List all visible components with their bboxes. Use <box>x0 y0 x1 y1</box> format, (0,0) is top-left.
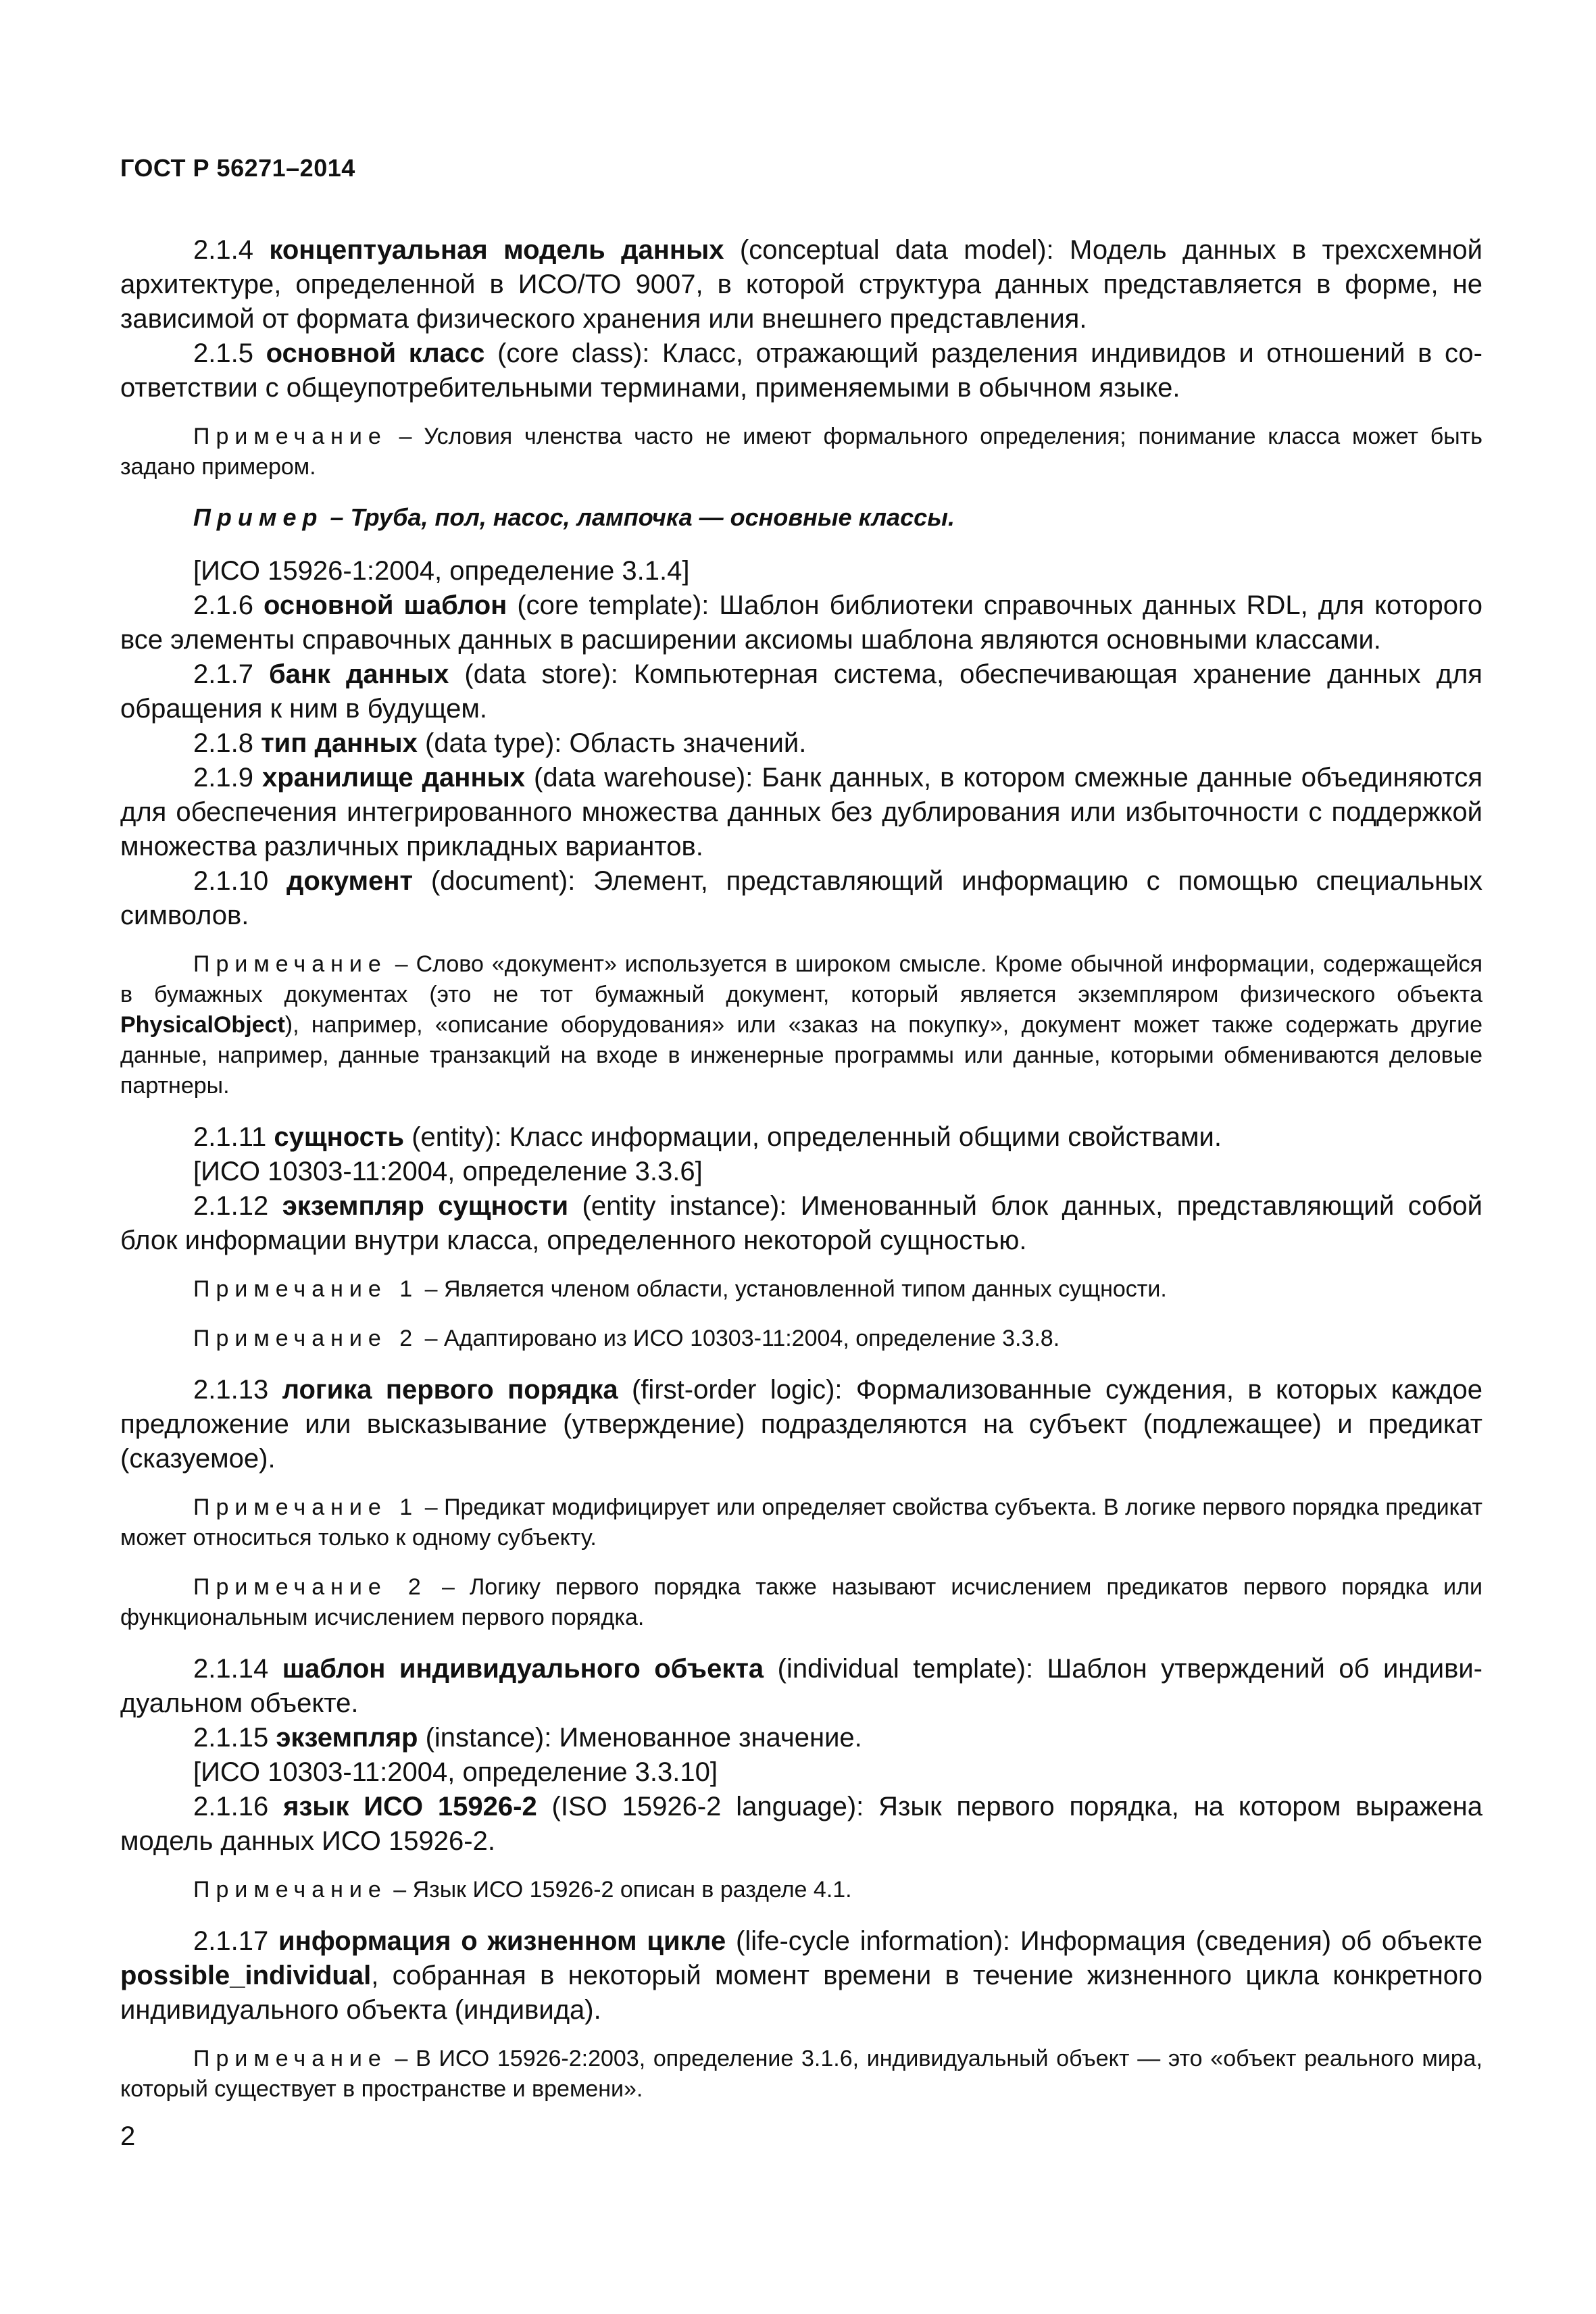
example-text: – Труба, пол, насос, лампочка — основные классы. <box>330 503 955 531</box>
page-number: 2 <box>120 2121 136 2151</box>
document-header: ГОСТ Р 56271–2014 <box>120 154 355 182</box>
entry-2-1-17 <box>120 1924 1482 2028</box>
entry-definition: , собранная в некоторый момент времени в течение жизненного цикла конкретного индивидуального объекта (индивида). <box>120 1961 1482 2025</box>
entry-2-1-15 <box>120 1721 1482 1755</box>
example <box>120 501 1482 534</box>
note <box>120 422 1482 482</box>
entry-definition: (core template): Шаблон библиотеки справочных данных RDL, для которого все элементы справочных данных в расширении аксиомы шаблона являются основными классами. <box>120 590 1482 655</box>
example-label: Пример <box>193 503 324 531</box>
entry-2-1-9 <box>120 761 1482 864</box>
entry-2-1-10 <box>120 864 1482 933</box>
entry-number: 2.1.16 <box>193 1792 269 1821</box>
entry-2-1-4 <box>120 233 1482 336</box>
entry-term: тип данных <box>261 728 418 758</box>
note-text: – Язык ИСО 15926-2 описан в разделе 4.1. <box>393 1877 852 1903</box>
note-label: Примечание 1 <box>193 1276 419 1302</box>
entry-bold-term: possible_individual <box>120 1961 372 1990</box>
entry-term: логика первого порядка <box>282 1375 618 1405</box>
note-label: Примечание <box>193 1877 387 1903</box>
note-text: – Условия членства часто не имеют формального определения; понимание класса может быть задано примером. <box>120 424 1482 480</box>
entry-definition: (first-order logic): Формализованные суждения, в которых каждое предложение или высказывание (утверждение) подразделяются на субъект (подлежащее) и предикат (сказуемое). <box>120 1375 1483 1474</box>
note-2 <box>120 1324 1482 1354</box>
entry-definition: (instance): Именованное значение. <box>425 1723 862 1753</box>
entry-definition: (ISO 15926-2 language): Язык первого порядка, на котором выражена модель данных ИСО 15926-2. <box>120 1792 1482 1856</box>
note-label: Примечание 2 <box>193 1574 427 1600</box>
entry-term: концептуальная модель данных <box>269 235 724 265</box>
note-text: – Является членом области, установленной типом данных сущности. <box>424 1276 1167 1302</box>
note-label: Примечание <box>193 2046 387 2071</box>
entry-2-1-11 <box>120 1120 1482 1155</box>
entry-number: 2.1.15 <box>193 1723 269 1753</box>
entry-definition: (life-cycle information): Информация (сведения) об объекте <box>736 1926 1482 1956</box>
entry-number: 2.1.13 <box>193 1375 269 1405</box>
entry-number: 2.1.10 <box>193 866 269 896</box>
entry-2-1-14 <box>120 1652 1482 1721</box>
document-body <box>120 233 1482 2123</box>
note-label: Примечание <box>193 951 387 977</box>
note-1 <box>120 1492 1482 1553</box>
entry-2-1-13 <box>120 1373 1482 1476</box>
entry-number: 2.1.5 <box>193 338 253 368</box>
entry-definition: (data warehouse): Банк данных, в котором смежные данные объединяются для обеспечения интегрированного множества данных без дублирования или избыточности с поддержкой множества различных прикладных вариантов. <box>120 763 1482 861</box>
note-bold-term: PhysicalObject <box>120 1012 285 1038</box>
entry-term: основной шаблон <box>264 590 507 620</box>
entry-number: 2.1.11 <box>193 1122 267 1152</box>
entry-2-1-7 <box>120 657 1482 726</box>
entry-definition: (entity instance): Именованный блок данных, представляющий собой блок информации внутри класса, определенного некоторой сущностью. <box>120 1191 1482 1255</box>
note <box>120 2044 1482 2105</box>
source-reference: [ИСО 15926-1:2004, определение 3.1.4] <box>193 556 690 586</box>
entry-2-1-16 <box>120 1790 1482 1859</box>
entry-definition: (document): Элемент, представляющий информацию с помощью специальных символов. <box>120 866 1483 930</box>
entry-definition: (core class): Класс, отражающий разделения индивидов и отношений в соответствии с общеупотребительными терминами, применяемыми в обычном языке. <box>120 338 1482 403</box>
entry-term: язык ИСО 15926-2 <box>283 1792 537 1821</box>
note-text: – Слово «документ» используется в широком смысле. Кроме обычной информации, содержащейся в бумажных документах (это не тот бумажный документ, который является экземпляром физического объекта <box>120 951 1482 1007</box>
note-1 <box>120 1274 1482 1305</box>
note-text: – В ИСО 15926-2:2003, определение 3.1.6, индивидуальный объект — это «объект реального мира, который существует в пространстве и времени». <box>120 2046 1482 2102</box>
note-label: Примечание <box>193 424 387 449</box>
entry-2-1-6 <box>120 588 1482 657</box>
entry-definition: (data type): Область значений. <box>425 728 807 758</box>
note-2 <box>120 1572 1482 1633</box>
entry-definition: (entity): Класс информации, определенный общими свойствами. <box>412 1122 1222 1152</box>
entry-term: сущность <box>274 1122 405 1152</box>
entry-term: документ <box>286 866 414 896</box>
entry-term: экземпляр <box>276 1723 418 1753</box>
note-text: – Адаптировано из ИСО 10303-11:2004, определение 3.3.8. <box>424 1326 1060 1351</box>
entry-number: 2.1.17 <box>193 1926 269 1956</box>
entry-number: 2.1.7 <box>193 659 253 689</box>
entry-term: банк данных <box>268 659 449 689</box>
entry-term: информация о жизненном цикле <box>278 1926 726 1956</box>
entry-term: хранилище данных <box>261 763 526 793</box>
source-reference: [ИСО 10303-11:2004, определение 3.3.6] <box>193 1157 703 1186</box>
entry-term: шаблон индивидуального объекта <box>282 1654 764 1684</box>
entry-2-1-8 <box>120 726 1482 761</box>
entry-number: 2.1.6 <box>193 590 253 620</box>
note <box>120 1875 1482 1905</box>
note-text: ), например, «описание оборудования» или «заказ на покупку», документ может также содержать другие данные, например, данные транзакций на входе в инженерные программы или данные, которыми обмениваются деловые партнеры. <box>120 1012 1482 1099</box>
note-label: Примечание 2 <box>193 1326 419 1351</box>
entry-definition: (conceptual data model): Модель данных в трехсхемной архитектуре, определенной в ИСО/ТО 9007, в которой структура данных представляется в форме, не зависимой от формата физического хранения или внешнего представления. <box>120 235 1482 334</box>
entry-number: 2.1.12 <box>193 1191 269 1221</box>
entry-term: основной класс <box>266 338 485 368</box>
note-label: Примечание 1 <box>193 1494 419 1520</box>
entry-definition: (data store): Компьютерная система, обеспечивающая хранение данных для обращения к ним в будущем. <box>120 659 1482 724</box>
entry-2-1-12 <box>120 1189 1482 1258</box>
entry-number: 2.1.14 <box>193 1654 269 1684</box>
entry-number: 2.1.4 <box>193 235 253 265</box>
entry-2-1-5 <box>120 336 1482 405</box>
note-text: – Логику первого порядка также называют исчислением предикатов первого порядка или функциональным исчислением первого порядка. <box>120 1574 1482 1630</box>
entry-number: 2.1.9 <box>193 763 253 793</box>
entry-definition: (individual template): Шаблон утверждений об индивидуальном объекте. <box>120 1654 1482 1718</box>
entry-number: 2.1.8 <box>193 728 253 758</box>
note <box>120 949 1482 1101</box>
source-reference: [ИСО 10303-11:2004, определение 3.3.10] <box>193 1757 718 1787</box>
entry-term: экземпляр сущности <box>282 1191 569 1221</box>
note-text: – Предикат модифицирует или определяет свойства субъекта. В логике первого порядка предикат может относиться только к одному субъекту. <box>120 1494 1482 1551</box>
